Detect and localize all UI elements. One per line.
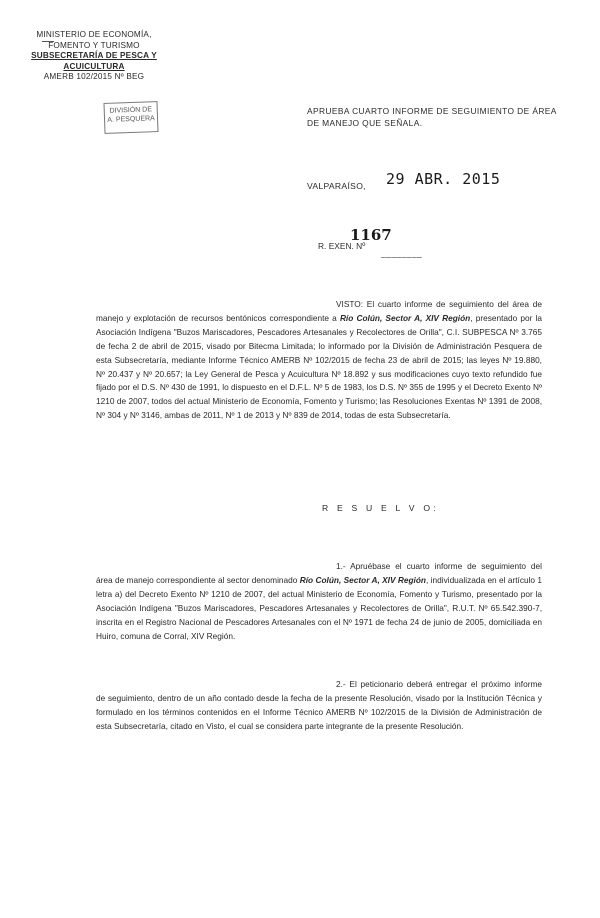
item-1-area-name: Río Colún, Sector A, XIV Región — [299, 574, 426, 585]
letterhead — [0, 30, 188, 83]
ministry-subname: FOMENTO Y TURISMO — [48, 40, 140, 50]
document-subject: APRUEBA CUARTO INFORME DE SEGUIMIENTO DE ÁREA DE MANEJO QUE SEÑALA. — [307, 106, 557, 128]
place-label: VALPARAÍSO, — [307, 181, 366, 191]
resolution-item-1 — [96, 560, 542, 643]
stamp-line-1: DIVISIÓN DE — [109, 106, 153, 115]
division-stamp — [103, 101, 158, 134]
stamp-line-2: A. PESQUERA — [107, 115, 155, 124]
visto-paragraph — [96, 298, 542, 423]
visto-text-rest: , presentado por la Asociación Indígena "Buzos Mariscadores, Pescadores Artesanales y Recolectores de Orilla", C.I. SUBPESCA Nº 3.765 de fecha 2 de abril de 2015, visado por Bitecma Limitada; lo informado por la División de Administración Pesquera de esta Subsecretaría, mediante Informe Técnico AMERB Nº 102/2015 de fecha 23 de abril de 2015; las leyes Nº 19.880, Nº 20.437 y Nº 20.657; la Ley General de Pesca y Acuicultura Nº 18.892 y sus modificaciones cuyo texto refundido fue fijado por el D.S. Nº 430 de 1991, lo dispuesto en el D.F.L. Nº 5 de 1983, los D.S. Nº 355 de 1995 y el Decreto Exento Nº 1210 de 2007, todos del actual Ministerio de Economía, Fomento y Turismo; las Resoluciones Exentas Nº 1391 de 2008, Nº 304 y Nº 3146, ambas de 2011, Nº 1 de 2013 y Nº 839 de 2014, todas de esta Subsecretaría. — [96, 312, 542, 421]
ministry-name: MINISTERIO DE ECONOMÍA, — [36, 30, 152, 39]
visto-text-start: VISTO: El cuarto informe de seguimiento del área de manejo y explotación de recursos bentónicos correspondiente a — [96, 299, 542, 323]
resolution-item-2: 2.- El peticionario deberá entregar el próximo informe de seguimiento, dentro de un año contado desde la fecha de la presente Resolución, visado por la Institución Técnica y formulado en los términos contenidos en el Informe Técnico AMERB Nº 102/2015 de la División de Administración de esta Subsecretaría, citado en Visto, el cual se considera parte integrante de la presente Resolución. — [96, 679, 542, 731]
resolvo-heading: R E S U E L V O: — [322, 503, 439, 513]
item-1-text-rest: , individualizada en el artículo 1 letra a) del Decreto Exento Nº 1210 de 2007, del actual Ministerio de Economía, Fomento y Turismo, presentado por la Asociación Indígena "Buzos Mariscadores, Pescadores Artesanales y Recolectores de Orilla", R.U.T. Nº 65.542.390-7, inscrita en el Registro Nacional de Pescadores Artesanales con el Nº 1971 de fecha 24 de junio de 2005, domiciliada en Huiro, comuna de Corral, XIV Región. — [96, 574, 543, 641]
resolution-blank: ________ — [381, 248, 423, 258]
visto-area-name: Río Colún, Sector A, XIV Región — [339, 312, 471, 323]
subsecretary-name: SUBSECRETARÍA DE PESCA Y ACUICULTURA — [31, 51, 157, 71]
item-1-text-start: 1.- Apruébase el cuarto informe de seguimiento del área de manejo correspondiente al sector denominado — [96, 561, 542, 585]
resolution-label: R. EXEN. Nº — [318, 241, 366, 251]
file-reference: AMERB 102/2015 Nº BEG — [43, 72, 145, 81]
date-stamp: 29 ABR. 2015 — [386, 170, 501, 188]
resolution-number: 1167 — [350, 226, 392, 244]
